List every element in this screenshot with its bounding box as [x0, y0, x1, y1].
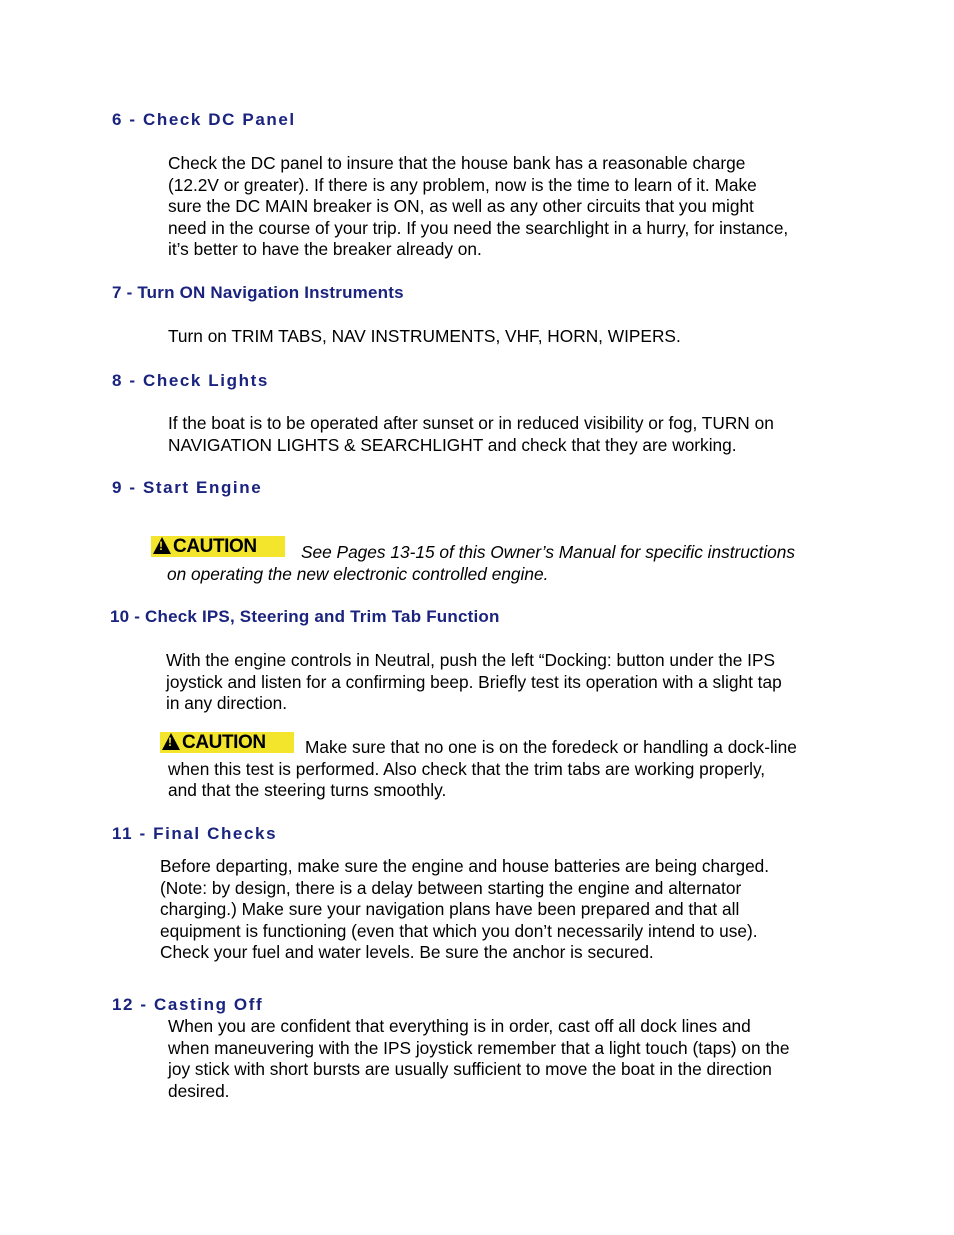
- section-9-body: [167, 542, 795, 585]
- section-7-line: Turn on TRIM TABS, NAV INSTRUMENTS, VHF, HORN, WIPERS.: [168, 326, 681, 346]
- section-9-line: on operating the new electronic controlled engine.: [167, 563, 549, 584]
- section-6-line: it’s better to have the breaker already on.: [168, 239, 482, 260]
- section-11-line: Before departing, make sure the engine and house batteries are being charged.: [160, 856, 770, 876]
- section-12-heading: 12 - Casting Off: [112, 995, 264, 1014]
- section-11-line: (Note: by design, there is a delay between starting the engine and alternator: [160, 877, 742, 898]
- section-10-line: in any direction.: [166, 693, 288, 714]
- section-10-line: joystick and listen for a confirming beep. Briefly test its operation with a slight tap: [166, 671, 782, 692]
- section-10-body: [166, 650, 782, 715]
- section-12-body: [168, 1016, 789, 1102]
- section-11-line: Check your fuel and water levels. Be sure the anchor is secured.: [160, 942, 654, 963]
- section-6-line: sure the DC MAIN breaker is ON, as well as any other circuits that you might: [168, 196, 754, 217]
- section-10-caution-body: [168, 737, 797, 802]
- section-7-heading: 7 - Turn ON Navigation Instruments: [112, 283, 404, 302]
- section-12-line: desired.: [168, 1080, 230, 1101]
- section-6-line: (12.2V or greater). If there is any problem, now is the time to learn of it. Make: [168, 174, 757, 195]
- section-8-line: NAVIGATION LIGHTS & SEARCHLIGHT and check that they are working.: [168, 434, 737, 455]
- section-7-body: [168, 326, 681, 348]
- section-8-line: If the boat is to be operated after sunset or in reduced visibility or fog, TURN on: [168, 413, 774, 433]
- section-11-line: charging.) Make sure your navigation plans have been prepared and that all: [160, 899, 740, 920]
- section-10-caution-line: when this test is performed. Also check that the trim tabs are working properly,: [168, 758, 766, 779]
- section-10-heading: 10 - Check IPS, Steering and Trim Tab Function: [110, 607, 500, 626]
- section-12-line: when maneuvering with the IPS joystick remember that a light touch (taps) on the: [168, 1037, 790, 1058]
- section-9-line: See Pages 13-15 of this Owner’s Manual for specific instructions: [301, 542, 796, 562]
- section-10-caution-line: and that the steering turns smoothly.: [168, 780, 447, 801]
- section-12-line: When you are confident that everything is in order, cast off all dock lines and: [168, 1016, 751, 1036]
- section-10-line: With the engine controls in Neutral, push the left “Docking: button under the IPS: [166, 650, 776, 670]
- section-6-heading: 6 - Check DC Panel: [112, 110, 296, 129]
- section-8-heading: 8 - Check Lights: [112, 371, 269, 390]
- section-11-heading: 11 - Final Checks: [112, 824, 278, 843]
- section-6-body: [168, 153, 788, 261]
- caution-word: CAUTION: [173, 536, 257, 557]
- section-6-line: need in the course of your trip. If you need the searchlight in a hurry, for instance,: [168, 217, 789, 238]
- section-8-body: [168, 413, 774, 456]
- section-6-line: Check the DC panel to insure that the house bank has a reasonable charge: [168, 153, 746, 173]
- caution-word: CAUTION: [182, 732, 266, 753]
- section-10-caution-line: Make sure that no one is on the foredeck or handling a dock-line: [305, 737, 797, 757]
- section-11-body: [160, 856, 769, 964]
- section-12-line: joy stick with short bursts are usually sufficient to move the boat in the direction: [168, 1059, 772, 1080]
- section-9-heading: 9 - Start Engine: [112, 478, 263, 497]
- section-11-line: equipment is functioning (even that which you don’t necessarily intend to use).: [160, 920, 758, 941]
